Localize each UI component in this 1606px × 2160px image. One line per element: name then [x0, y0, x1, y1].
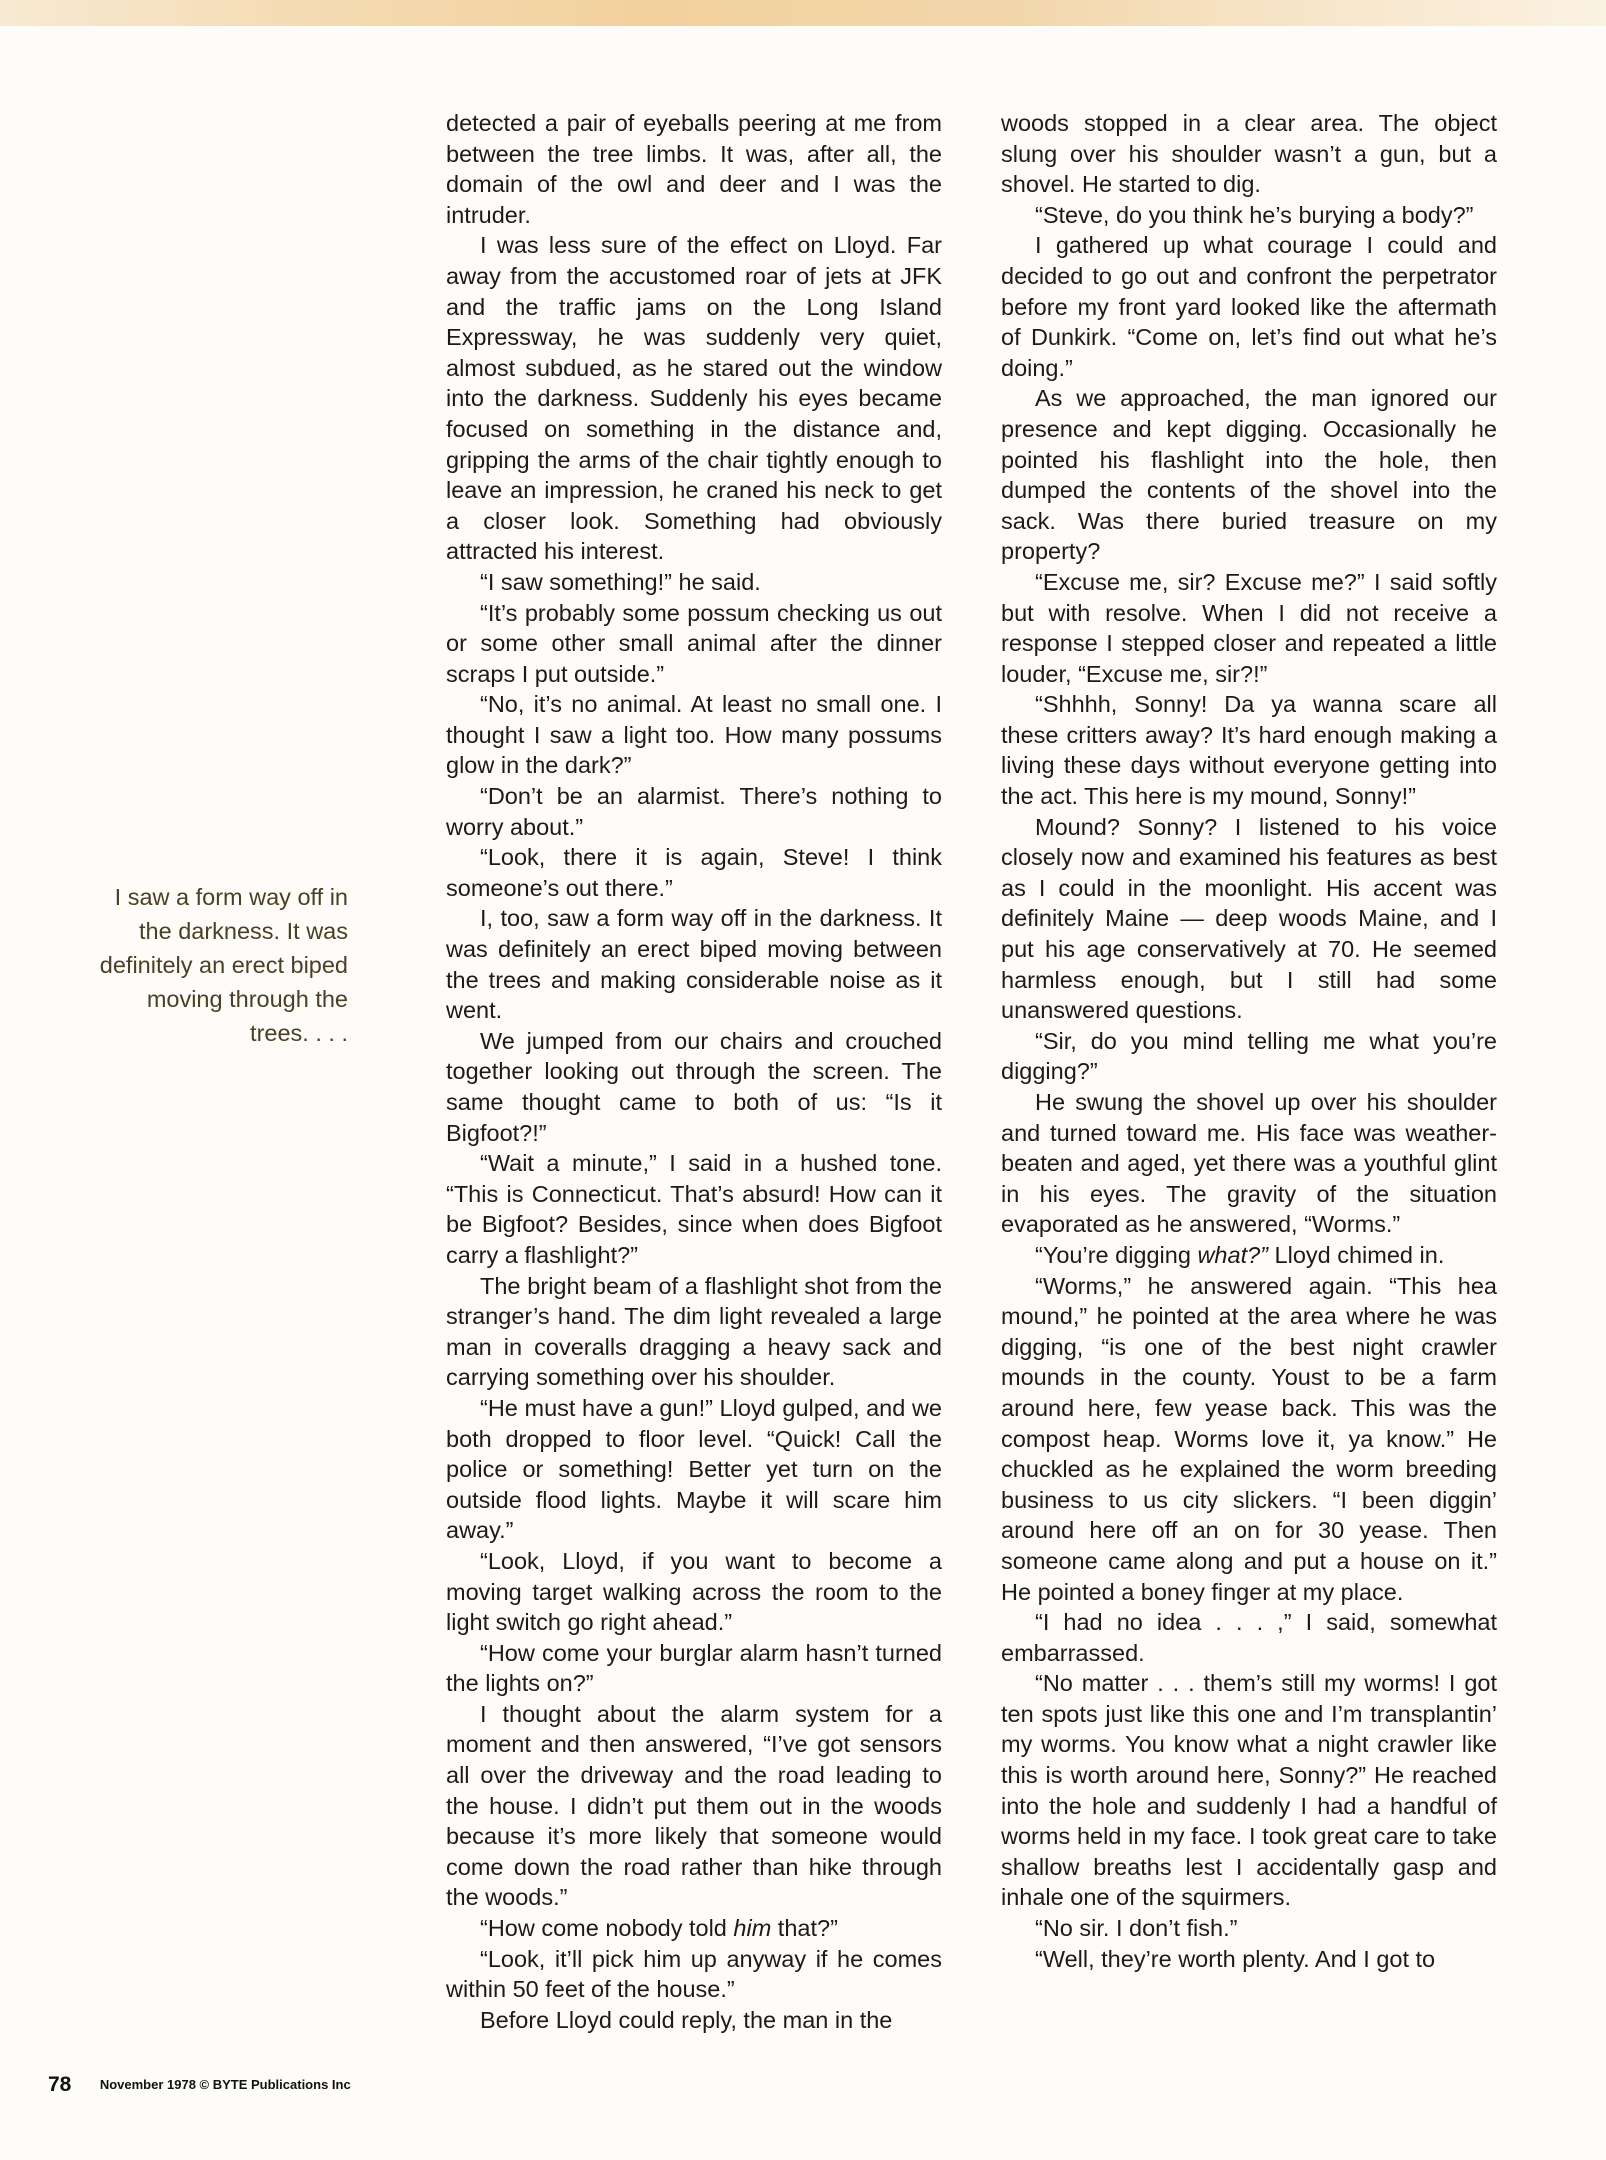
- paragraph: “No, it’s no animal. At least no small one. I thought I saw a light too. How many possums glow in the dark?”: [446, 691, 942, 779]
- text-run: “You’re digging: [1035, 1241, 1198, 1268]
- paragraph: “No sir. I don’t fish.”: [1035, 1915, 1238, 1942]
- paragraph: We jumped from our chairs and crouched together looking out through the screen. The same thought came to both of us: “Is it Bigfoot?!”: [446, 1027, 942, 1146]
- paragraph: “Well, they’re worth plenty. And I got to: [1035, 1945, 1436, 1972]
- article-column-2: [1001, 108, 1497, 1974]
- paragraph: [1001, 1240, 1497, 1271]
- article-column-1: [446, 108, 942, 2035]
- paragraph: “I saw something!” he said.: [480, 568, 761, 595]
- paragraph: “Don’t be an alarmist. There’s nothing to worry about.”: [446, 783, 942, 840]
- paragraph: woods stopped in a clear area. The object slung over his shoulder wasn’t a gun, but a shovel. He started to dig.: [1001, 110, 1497, 198]
- page-top-edge: [0, 0, 1606, 26]
- emphasis: him: [733, 1915, 772, 1942]
- paragraph: I was less sure of the effect on Lloyd. Far away from the accustomed roar of jets at JFK and the traffic jams on the Long Island Expressway, he was suddenly very quiet, almost subdued, as he stared out the window into the darkness. Suddenly his eyes became focused on something in the distance and, gripping the arms of the chair tightly enough to leave an impression, he craned his neck to get a closer look. Something had obviously attracted his interest.: [446, 232, 942, 565]
- paragraph: “Look, Lloyd, if you want to become a moving target walking across the room to the light switch go right ahead.”: [446, 1547, 942, 1636]
- paragraph: “I had no idea . . . ,” I said, somewhat embarrassed.: [1001, 1609, 1497, 1666]
- paragraph: “It’s probably some possum checking us out or some other small animal after the dinner scraps I put outside.”: [446, 599, 942, 687]
- text-run: “How come nobody told: [480, 1915, 734, 1942]
- paragraph: “How come your burglar alarm hasn’t turned the lights on?”: [446, 1639, 942, 1697]
- paragraph: “Excuse me, sir? Excuse me?” I said softly but with resolve. When I did not receive a response I stepped closer and repeated a little louder, “Excuse me, sir?!”: [1001, 568, 1497, 687]
- paragraph: Before Lloyd could reply, the man in the: [480, 2006, 893, 2033]
- paragraph: I, too, saw a form way off in the darkness. It was definitely an erect biped moving between the trees and making considerable noise as it went.: [446, 905, 942, 1024]
- paragraph: [446, 1913, 942, 1944]
- pull-quote: I saw a form way off in the darkness. It was definitely an erect biped moving through the trees. . . .: [99, 884, 348, 1046]
- paragraph: “Steve, do you think he’s burying a body?”: [1035, 201, 1474, 228]
- text-run: Lloyd chimed in.: [1268, 1241, 1445, 1268]
- paragraph: I thought about the alarm system for a moment and then answered, “I’ve got sensors all over the driveway and the road leading to the house. I didn’t put them out in the woods because it’s more likely that someone would come down the road rather than hike through the woods.”: [446, 1700, 942, 1911]
- text-run: that?”: [771, 1915, 838, 1942]
- paragraph: He swung the shovel up over his shoulder and turned toward me. His face was weather-beaten and aged, yet there was a youthful glint in his eyes. The gravity of the situation evaporated as he answered, “Worms.”: [1001, 1089, 1497, 1238]
- paragraph: “Wait a minute,” I said in a hushed tone. “This is Connecticut. That’s absurd! How can it be Bigfoot? Besides, since when does Bigfoot carry a flashlight?”: [446, 1150, 942, 1268]
- publication-credit: November 1978 © BYTE Publications Inc: [99, 2077, 351, 2092]
- paragraph: Mound? Sonny? I listened to his voice closely now and examined his features as best as I could in the moonlight. His accent was definitely Maine — deep woods Maine, and I put his age conservatively at 70. He seemed harmless enough, but I still had some unanswered questions.: [1001, 813, 1497, 1024]
- paragraph: As we approached, the man ignored our presence and kept digging. Occasionally he pointed his flashlight into the hole, then dumped the contents of the shovel into the sack. Was there buried treasure on my property?: [1001, 385, 1497, 565]
- paragraph: “Sir, do you mind telling me what you’re digging?”: [1001, 1027, 1497, 1085]
- paragraph: “Shhhh, Sonny! Da ya wanna scare all these critters away? It’s hard enough making a living these days without everyone getting into the act. This here is my mound, Sonny!”: [1001, 691, 1497, 810]
- paragraph: I gathered up what courage I could and decided to go out and confront the perpetrator before my front yard looked like the aftermath of Dunkirk. “Come on, let’s find out what he’s doing.”: [1001, 232, 1497, 381]
- paragraph: “Look, it’ll pick him up anyway if he comes within 50 feet of the house.”: [446, 1945, 942, 2003]
- emphasis: what?”: [1197, 1241, 1268, 1268]
- paragraph: The bright beam of a flashlight shot from the stranger’s hand. The dim light revealed a large man in coveralls dragging a heavy sack and carrying something over his shoulder.: [446, 1272, 942, 1391]
- page-number: 78: [48, 2073, 72, 2096]
- paragraph: “Look, there it is again, Steve! I think someone’s out there.”: [446, 844, 942, 901]
- paragraph: “He must have a gun!” Lloyd gulped, and we both dropped to floor level. “Quick! Call the police or something! Better yet turn on the outside flood lights. Maybe it will scare him away.”: [446, 1394, 942, 1544]
- page-footer: [48, 2073, 351, 2097]
- paragraph: “No matter . . . them’s still my worms! I got ten spots just like this one and I’m transplantin’ my worms. You know what a night crawler like this is worth around here, Sonny?” He reached into the hole and suddenly I had a handful of worms held in my face. I took great care to take shallow breaths lest I accidentally gasp and inhale one of the squirmers.: [1001, 1670, 1497, 1911]
- paragraph: detected a pair of eyeballs peering at me from between the tree limbs. It was, after all, the domain of the owl and deer and I was the intruder.: [446, 110, 942, 228]
- paragraph: “Worms,” he answered again. “This hea mound,” he pointed at the area where he was digging, “is one of the best night crawler mounds in the county. Youst to be a farm around here, few yease back. This was the compost heap. Worms love it, ya know.” He chuckled as he explained the worm breeding business to us city slickers. “I been diggin’ around here off an on for 30 yease. Then someone came along and put a house on it.” He pointed a boney finger at my place.: [1001, 1272, 1497, 1605]
